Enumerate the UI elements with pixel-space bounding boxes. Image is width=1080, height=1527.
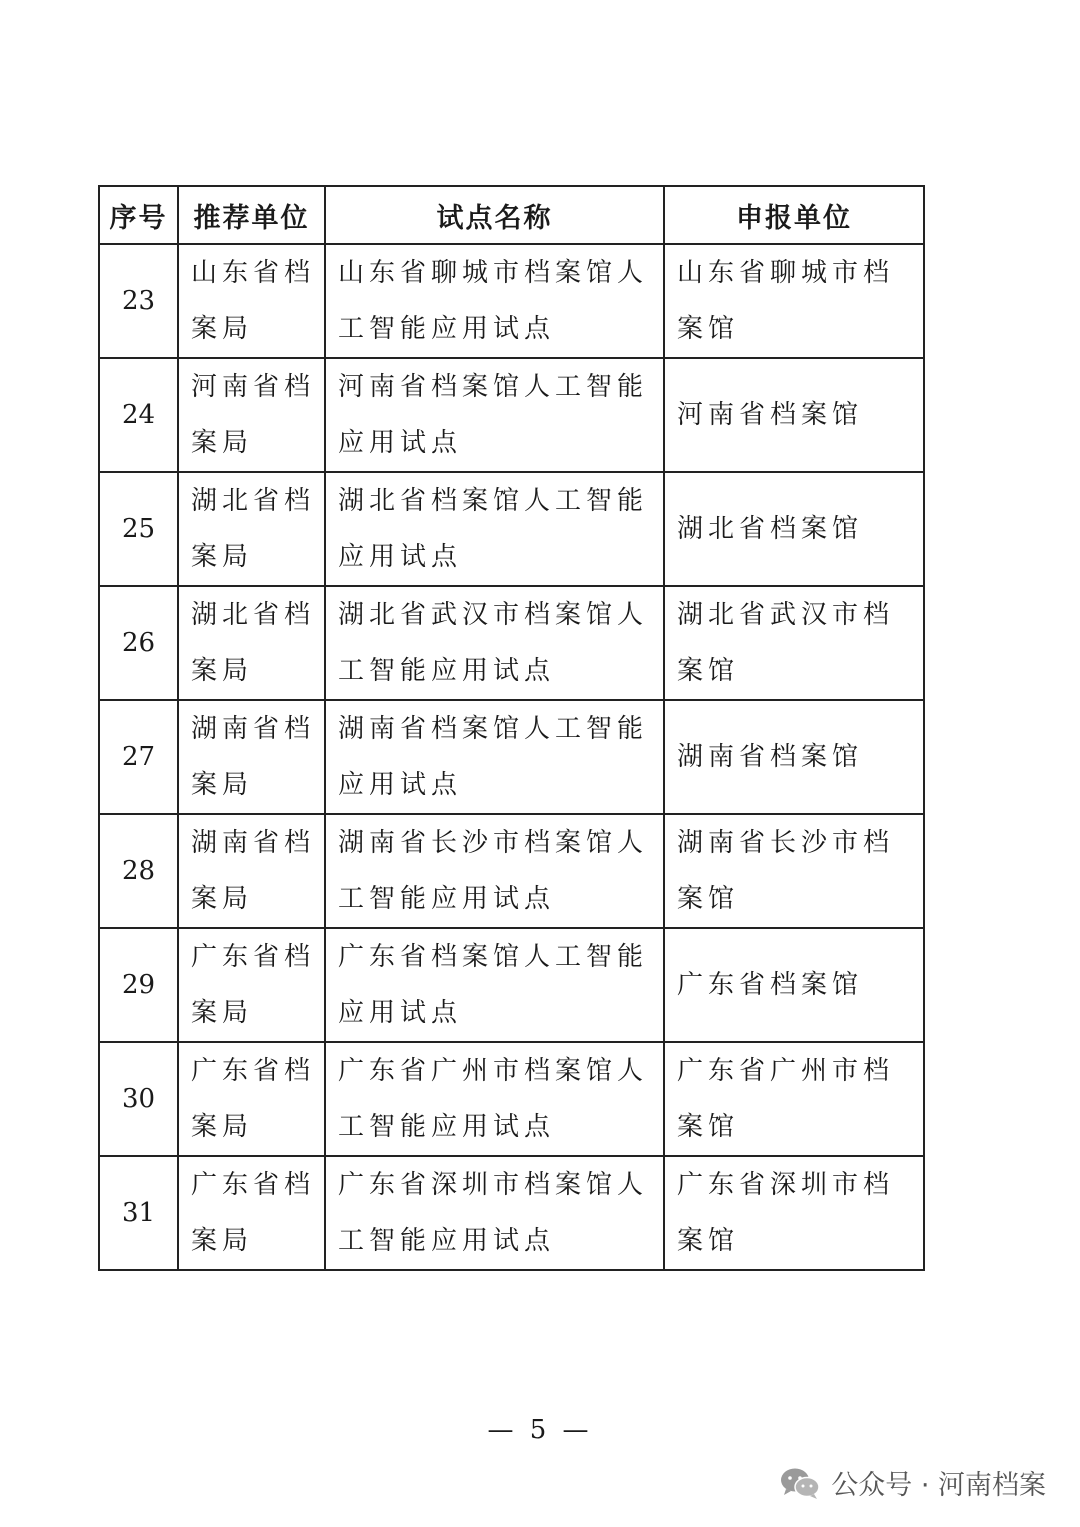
wechat-icon <box>779 1466 821 1500</box>
pilot-name-cell: 湖南省长沙市档案馆人工智能应用试点 <box>325 814 664 928</box>
table-header-row <box>99 186 924 244</box>
header-pilot-name: 试点名称 <box>325 186 664 244</box>
applicant-cell: 湖南省档案馆 <box>664 700 924 814</box>
table-body <box>99 244 924 1270</box>
table-row <box>99 700 924 814</box>
row-number: 25 <box>99 472 178 586</box>
recommender-cell: 河南省档案局 <box>178 358 325 472</box>
pilot-name-cell: 广东省档案馆人工智能应用试点 <box>325 928 664 1042</box>
row-number: 29 <box>99 928 178 1042</box>
recommender-cell: 湖南省档案局 <box>178 814 325 928</box>
table-row <box>99 814 924 928</box>
table-row <box>99 472 924 586</box>
recommender-cell: 广东省档案局 <box>178 928 325 1042</box>
recommender-cell: 湖北省档案局 <box>178 586 325 700</box>
applicant-cell: 湖北省档案馆 <box>664 472 924 586</box>
pilot-name-cell: 河南省档案馆人工智能应用试点 <box>325 358 664 472</box>
header-recommender: 推荐单位 <box>178 186 325 244</box>
header-no: 序号 <box>99 186 178 244</box>
watermark <box>779 1463 1046 1502</box>
applicant-cell: 广东省档案馆 <box>664 928 924 1042</box>
recommender-cell: 湖南省档案局 <box>178 700 325 814</box>
table-row <box>99 1042 924 1156</box>
row-number: 27 <box>99 700 178 814</box>
table-row <box>99 244 924 358</box>
row-number: 31 <box>99 1156 178 1270</box>
applicant-cell: 河南省档案馆 <box>664 358 924 472</box>
applicant-cell: 湖南省长沙市档案馆 <box>664 814 924 928</box>
pilot-name-cell: 广东省深圳市档案馆人工智能应用试点 <box>325 1156 664 1270</box>
applicant-cell: 山东省聊城市档案馆 <box>664 244 924 358</box>
row-number: 30 <box>99 1042 178 1156</box>
applicant-cell: 广东省广州市档案馆 <box>664 1042 924 1156</box>
table-row <box>99 1156 924 1270</box>
pilot-name-cell: 广东省广州市档案馆人工智能应用试点 <box>325 1042 664 1156</box>
pilot-name-cell: 湖北省档案馆人工智能应用试点 <box>325 472 664 586</box>
table-row <box>99 358 924 472</box>
pilot-list-table <box>98 185 925 1271</box>
header-applicant: 申报单位 <box>664 186 924 244</box>
recommender-cell: 湖北省档案局 <box>178 472 325 586</box>
row-number: 23 <box>99 244 178 358</box>
watermark-text: 公众号 · 河南档案 <box>831 1470 1046 1501</box>
pilot-name-cell: 湖北省武汉市档案馆人工智能应用试点 <box>325 586 664 700</box>
recommender-cell: 山东省档案局 <box>178 244 325 358</box>
applicant-cell: 湖北省武汉市档案馆 <box>664 586 924 700</box>
pilot-name-cell: 山东省聊城市档案馆人工智能应用试点 <box>325 244 664 358</box>
table-row <box>99 928 924 1042</box>
row-number: 26 <box>99 586 178 700</box>
pilot-name-cell: 湖南省档案馆人工智能应用试点 <box>325 700 664 814</box>
page-number: — 5 — <box>487 1415 593 1445</box>
table-row <box>99 586 924 700</box>
row-number: 28 <box>99 814 178 928</box>
applicant-cell: 广东省深圳市档案馆 <box>664 1156 924 1270</box>
recommender-cell: 广东省档案局 <box>178 1042 325 1156</box>
row-number: 24 <box>99 358 178 472</box>
recommender-cell: 广东省档案局 <box>178 1156 325 1270</box>
